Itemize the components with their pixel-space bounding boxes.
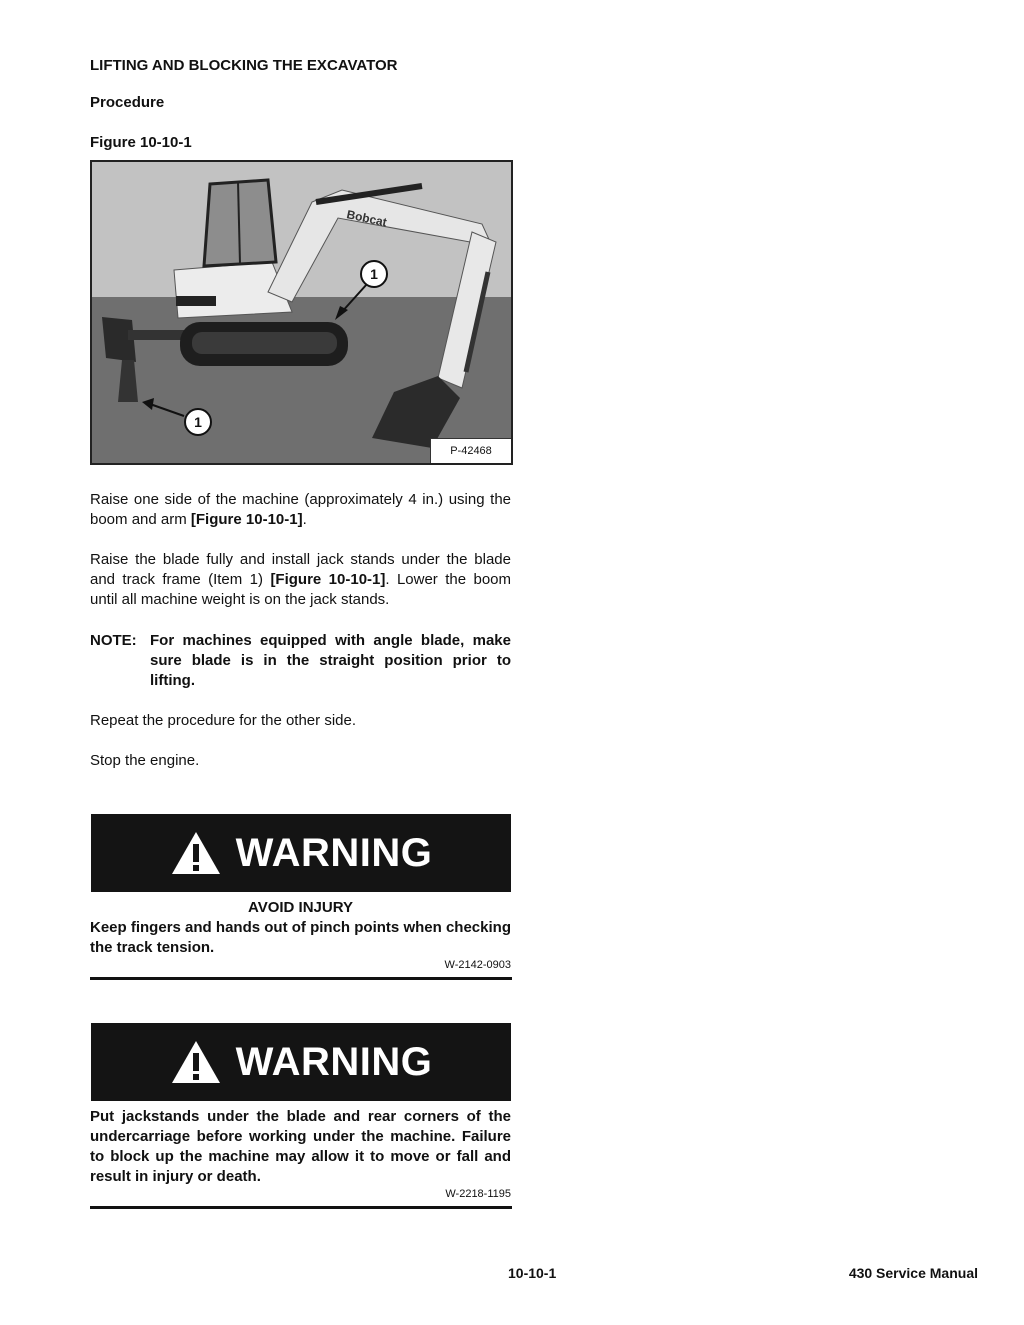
photo-code: P-42468 [430,438,511,463]
warning-1-body: Keep fingers and hands out of pinch points when checking the track tension. [90,919,511,956]
warning-1-title: AVOID INJURY [247,899,353,916]
paragraph-raise-blade [90,550,511,610]
figure-caption: Figure 10-10-1 [90,134,192,151]
excavator-photo [90,160,513,465]
p2-end: . Lower the boom until all machine weight is on the jack stands. [90,571,511,608]
note-label: NOTE: [90,632,137,649]
section-title: LIFTING AND BLOCKING THE EXCAVATOR [90,57,398,74]
page-number: 10-10-1 [508,1265,557,1281]
callout-label-blade: 1 [194,414,202,430]
warning-banner-1 [91,814,511,892]
procedure-heading: Procedure [90,94,165,111]
warning-2-code: W-2218-1195 [445,1188,511,1200]
paragraph-stop-engine: Stop the engine. [90,752,200,769]
boom-logo: Bobcat [345,207,389,230]
warning-triangle-icon [170,1039,222,1085]
p1-figure-ref: [Figure 10-10-1] [190,511,303,528]
p1-end: . [302,511,307,528]
warning-1-code: W-2142-0903 [444,959,511,971]
paragraph-repeat: Repeat the procedure for the other side. [90,712,357,729]
warning-2-body: Put jackstands under the blade and rear corners of the undercarriage before working under the machine. Failure to block up the machine may allow it to move or fall and result in injury or death. [90,1108,511,1185]
p1-text: Raise one side of the machine (approximately 4 in.) using the boom and arm [90,491,511,528]
warning-1-rule [90,977,512,980]
warning-triangle-icon [170,830,222,876]
p2-figure-ref: [Figure 10-10-1] [270,571,386,588]
paragraph-raise-side [90,490,511,530]
manual-title: 430 Service Manual [848,1265,978,1281]
warning-banner-2 [91,1023,511,1101]
note-text: For machines equipped with angle blade, make sure blade is in the straight position prior to lifting. [150,632,511,689]
p2-text: Raise the blade fully and install jack stands under the blade and track frame (Item 1) [90,551,511,588]
callout-label-track: 1 [370,266,378,282]
note-block [90,631,511,691]
warning-banner-2-text: WARNING [235,1039,433,1084]
warning-2-rule [90,1206,512,1209]
warning-banner-1-text: WARNING [235,830,433,875]
